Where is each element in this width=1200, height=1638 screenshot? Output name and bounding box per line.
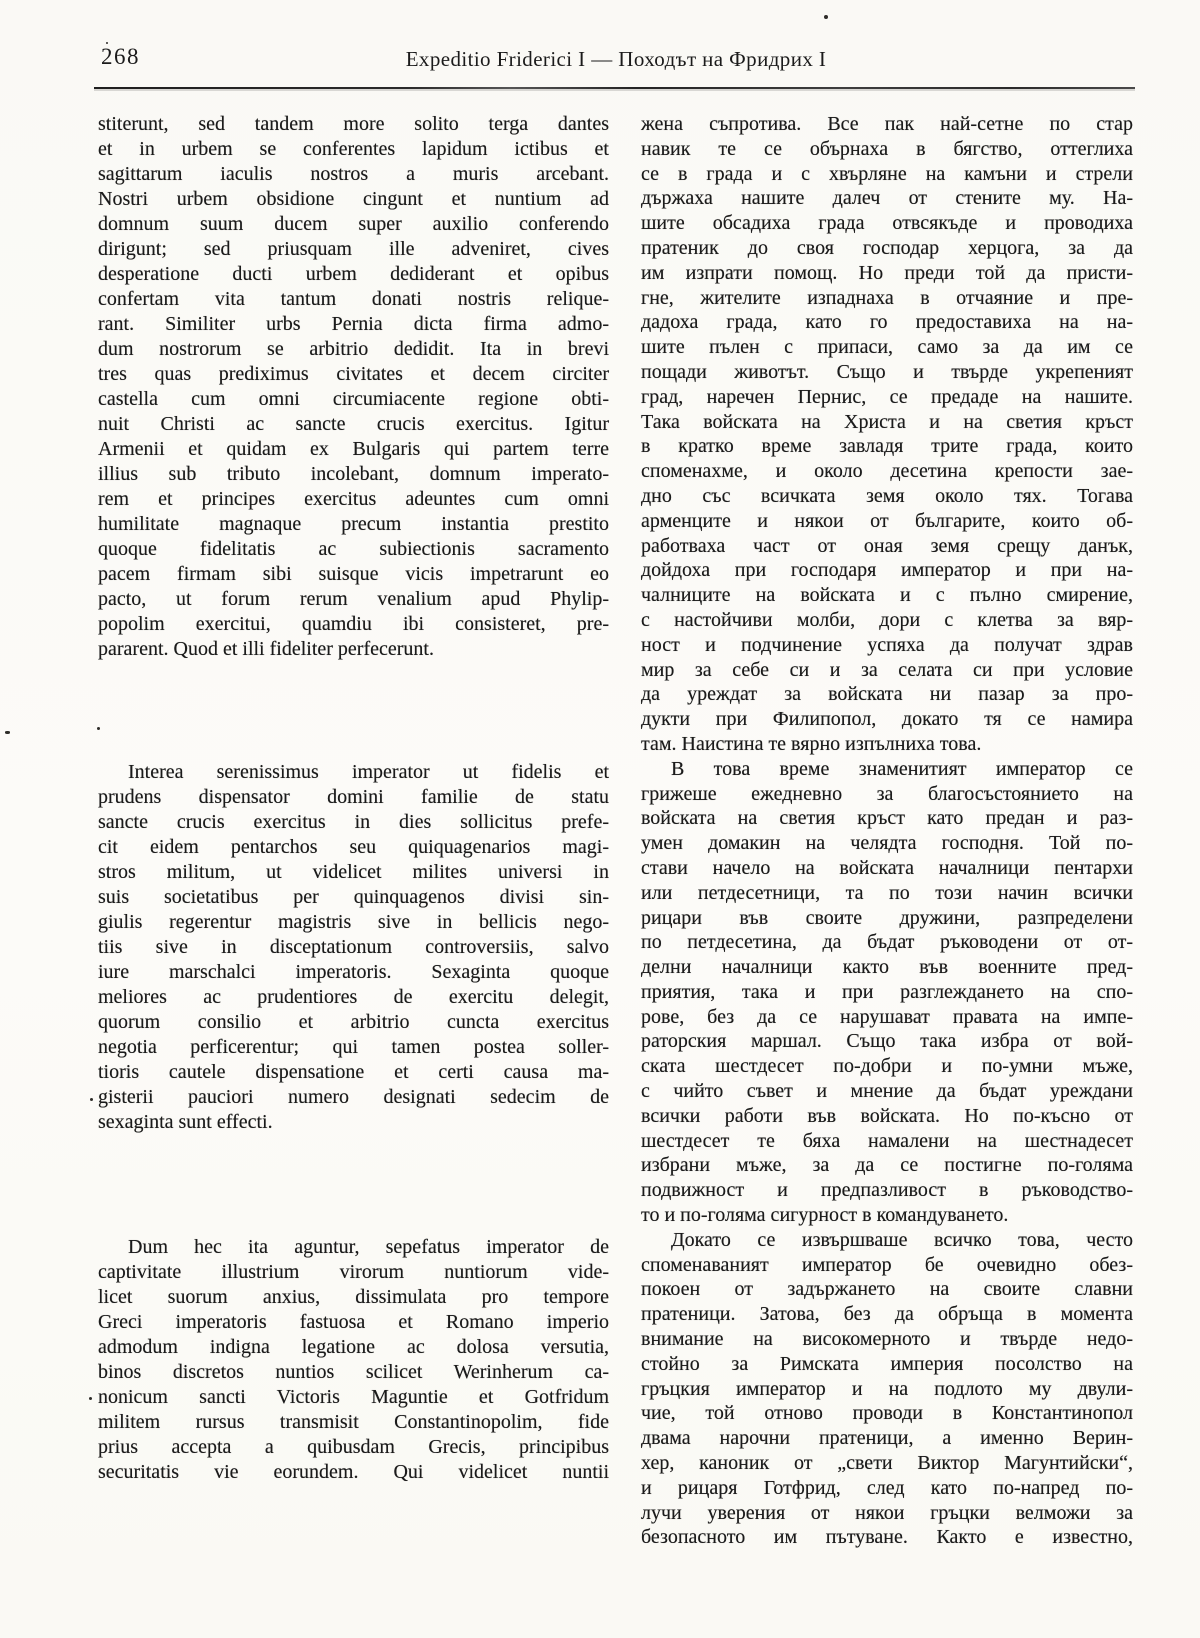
text-line: приятия, така и при разглеждането на спо-: [641, 980, 1133, 1003]
text-line: rant. Similiter urbs Pernia dicta firma admo-: [98, 313, 609, 335]
text-line: грижеше ежедневно за благосъстоянието на: [641, 782, 1133, 805]
text-line: stiterunt, sed tandem more solito terga dantes: [98, 113, 609, 135]
text-line: suis societatibus per quinquagenos divisi sin-: [98, 886, 609, 908]
running-title: Expeditio Friderici I — Походът на Фридрих I: [405, 47, 827, 71]
text-line: captivitate illustrium virorum nuntiorum vide-: [98, 1261, 609, 1283]
text-line: cit eidem pentarchos seu quiquagenarios magi-: [98, 836, 609, 858]
text-line: stros militum, ut videlicet milites universi in: [98, 861, 609, 883]
text-line: ност и подчинение успяха да получат здрав: [641, 633, 1133, 656]
text-line: ската шестдесет по-добри и по-умни мъже,: [641, 1055, 1133, 1078]
text-line: войската на светия кръст като предан и раз-: [641, 807, 1133, 830]
text-line: militem rursus transmisit Constantinopolim, fide: [98, 1411, 609, 1433]
text-line: работваха част от оная земя срещу данък,: [641, 534, 1133, 557]
text-line: pacem firmam sibi suisque vicis impetrarunt eo: [98, 563, 609, 585]
text-line: Armenii et quidam ex Bulgaris qui partem terre: [98, 438, 609, 460]
text-line: шите пълен с припаси, само за да им се: [641, 336, 1133, 359]
text-line: В това време знаменитият император се: [671, 757, 1133, 780]
text-line: с чийто съвет и мнение да бъдат уреждани: [641, 1080, 1133, 1103]
text-line: умен домакин на челядта господня. Той по-: [641, 832, 1133, 855]
text-line: двама нарочни пратеници, а именно Верин-: [641, 1427, 1133, 1450]
text-line: sancte crucis exercitus in dies sollicitus prefe-: [98, 811, 609, 833]
text-line: там. Наистина те вярно изпълниха това.: [641, 732, 982, 755]
text-line: pararent. Quod et illi fideliter perfecerunt.: [98, 638, 434, 660]
text-line: rem et principes exercitus adeuntes cum omni: [98, 488, 609, 510]
text-line: pacto, ut forum rerum venalium apud Phylip-: [98, 588, 609, 610]
text-line: пощади животът. Също и твърде укрепеният: [641, 360, 1133, 383]
text-line: дно със всичката земя около тях. Тогава: [641, 484, 1133, 507]
text-line: шите обсадиха града отвсякъде и проводиха: [641, 212, 1133, 235]
text-line: навик те се обърнаха в бягство, оттеглиха: [641, 137, 1133, 160]
text-line: пратеници. Затова, без да обръща в момента: [641, 1303, 1133, 1326]
text-line: Greci imperatoris fastuosa et Romano imperio: [98, 1311, 609, 1333]
paragraph: [98, 760, 609, 1135]
text-line: покоен от задържането на своите славни: [641, 1278, 1133, 1301]
text-line: binos discretos nuntios scilicet Werinherum ca-: [98, 1361, 609, 1383]
text-line: Така войската на Христа и на светия кръст: [641, 410, 1133, 433]
scan-speck: [824, 15, 828, 19]
paragraph: [641, 112, 1133, 757]
scan-speck: [5, 731, 10, 734]
text-line: prius accepta a quibusdam Grecis, principibus: [98, 1436, 609, 1458]
header-rule: [94, 87, 1135, 89]
text-line: negotia perficerentur; qui tamen postea soller-: [98, 1036, 609, 1058]
text-line: Nostri urbem obsidione cingunt et nuntium ad: [98, 188, 609, 210]
text-line: giulis regerentur magistris sive in bellicis nego-: [98, 911, 609, 933]
text-line: чие, той отново проводи в Константинопол: [641, 1402, 1133, 1425]
text-line: гръцкия император и на подлото му двули-: [641, 1377, 1133, 1400]
text-line: Dum hec ita aguntur, sepefatus imperator de: [128, 1236, 609, 1258]
text-line: popolim exercitui, quamdiu ibi consisteret, pre-: [98, 613, 609, 635]
text-line: дадоха града, като го предоставиха на на-: [641, 311, 1133, 334]
text-line: споменахме, и около десетина крепости зае-: [641, 460, 1133, 483]
scan-speck: [89, 1397, 92, 1400]
text-line: dirigunt; sed priusquam ille adveniret, cives: [98, 238, 609, 260]
text-line: Interea serenissimus imperator ut fidelis et: [128, 761, 609, 783]
text-line: дойдоха при господаря император и при на-: [641, 559, 1133, 582]
text-line: tres quas prediximus civitates et decem circiter: [98, 363, 609, 385]
text-line: делни началници както във военните пред-: [641, 956, 1133, 979]
text-line: да уреждат за войската ни пазар за про-: [641, 683, 1133, 706]
text-line: meliores ac prudentiores de exercitu delegit,: [98, 986, 609, 1008]
text-line: nuit Christi ac sancte crucis exercitus. Igitur: [98, 413, 609, 435]
text-line: гне, жителите изпаднаха в отчаяние и пре-: [641, 286, 1133, 309]
paragraph: [98, 112, 609, 662]
text-line: illius sub tributo incolebant, domnum imperato-: [98, 463, 609, 485]
text-line: tioris cautele dispensatione et certi causa ma-: [98, 1061, 609, 1083]
text-line: жена съпротива. Все пак най-сетне по стар: [641, 113, 1133, 135]
paragraph: [98, 1235, 609, 1485]
text-line: пратеник до своя господар херцога, за да: [641, 236, 1133, 259]
text-line: castella cum omni circumiacente regione obti-: [98, 388, 609, 410]
text-line: gisterii pauciori numero designati sedecim de: [98, 1086, 609, 1108]
text-line: confertam vita tantum donati nostris relique-: [98, 288, 609, 310]
text-line: и рицаря Готфрид, след като по-напред по-: [641, 1476, 1133, 1499]
text-line: то и по-голяма сигурност в командуването.: [641, 1204, 1009, 1227]
text-line: quorum consilio et arbitrio cuncta exercitus: [98, 1011, 609, 1033]
text-line: sexaginta sunt effecti.: [98, 1111, 273, 1133]
text-line: humilitate magnaque precum instantia prestito: [98, 513, 609, 535]
paragraph: [641, 757, 1133, 1228]
scan-speck: [97, 727, 100, 730]
text-line: дукти при Филипопол, докато тя се намира: [641, 708, 1133, 731]
text-line: споменаваният император бе очевидно обез-: [641, 1253, 1133, 1276]
text-line: Докато се извършваше всичко това, често: [671, 1228, 1133, 1251]
text-line: чалниците на войската и с пълно смирение,: [641, 584, 1133, 607]
text-line: държаха нашите далеч от стените му. На-: [641, 187, 1133, 210]
text-line: стави начело на войската началници пентархи: [641, 856, 1133, 879]
text-line: et in urbem se conferentes lapidum ictibus et: [98, 138, 609, 160]
text-line: nonicum sancti Victoris Maguntie et Gotfridum: [98, 1386, 609, 1408]
text-line: стойно за Римската империя посолство на: [641, 1352, 1133, 1375]
text-line: securitatis vie eorundem. Qui videlicet nuntii: [98, 1461, 609, 1483]
text-line: рове, без да се нарушават правата на импе-: [641, 1005, 1133, 1028]
text-line: раторския маршал. Също така избра от вой-: [641, 1030, 1133, 1053]
text-line: domnum suum ducem super auxilio conferendo: [98, 213, 609, 235]
text-line: хер, каноник от „свети Виктор Магунтийски“,: [641, 1452, 1133, 1475]
scan-speck: [106, 42, 108, 44]
text-line: admodum indigna legatione ac dolosa versutia,: [98, 1336, 609, 1358]
text-line: безопасното им пътуване. Както е известно,: [641, 1526, 1133, 1549]
text-line: desperatione ducti urbem dediderant et opibus: [98, 263, 609, 285]
text-line: рицари във своите дружини, разпределени: [641, 906, 1133, 929]
latin-column: [98, 112, 609, 1485]
text-line: с настойчиви молби, дори с клетва за вяр-: [641, 608, 1133, 631]
text-line: dum nostrorum se arbitrio dedidit. Ita in brevi: [98, 338, 609, 360]
text-line: в кратко време завладя трите града, които: [641, 435, 1133, 458]
text-line: им изпрати помощ. Но преди той да присти-: [641, 261, 1133, 284]
text-line: лучи уверения от някои гръцки велможи за: [641, 1501, 1133, 1524]
text-line: всички работи във войската. Но по-късно от: [641, 1104, 1133, 1127]
text-line: prudens dispensator domini familie de statu: [98, 786, 609, 808]
text-line: шестдесет те бяха намалени на шестнадесет: [641, 1129, 1133, 1152]
text-line: licet suorum anxius, dissimulata pro tempore: [98, 1286, 609, 1308]
text-line: внимание на високомерното и твърде недо-: [641, 1328, 1133, 1351]
text-line: избрани мъже, за да се постигне по-голяма: [641, 1154, 1133, 1177]
scan-speck: [90, 1098, 93, 1101]
text-line: или петдесетници, та по този начин всички: [641, 881, 1133, 904]
text-line: се в града и с хвърляне на камъни и стрели: [641, 162, 1133, 185]
paragraph: [641, 1228, 1133, 1550]
text-line: град, наречен Пернис, се предаде на нашите.: [641, 385, 1133, 408]
page-number: 268: [101, 44, 140, 69]
text-line: quoque fidelitatis ac subiectionis sacramento: [98, 538, 609, 560]
bulgarian-column: [641, 112, 1133, 1550]
text-line: подвижност и предпазливост в ръководство-: [641, 1179, 1133, 1202]
text-line: по петдесетина, да бъдат ръководени от от-: [641, 931, 1133, 954]
text-line: мир за себе си и за селата си при условие: [641, 658, 1133, 681]
text-line: tiis sive in disceptationum controversiis, salvo: [98, 936, 609, 958]
text-line: арменците и някои от българите, които об-: [641, 509, 1133, 532]
text-line: iure marschalci imperatoris. Sexaginta quoque: [98, 961, 609, 983]
text-line: sagittarum iaculis nostros a muris arcebant.: [98, 163, 609, 185]
